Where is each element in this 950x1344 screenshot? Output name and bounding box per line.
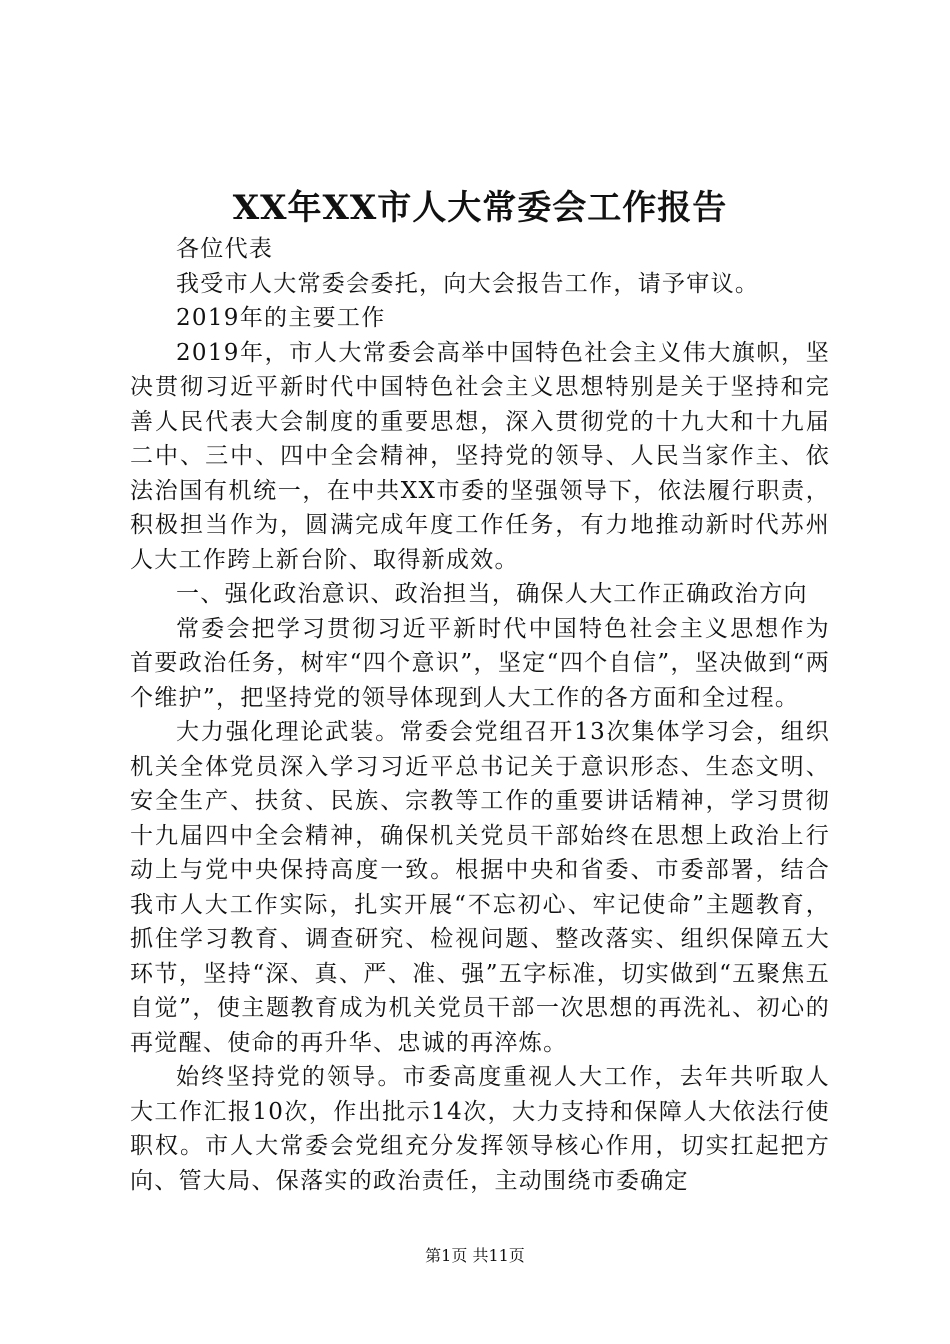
document-body	[130, 232, 830, 1198]
page-number-footer: 第1页 共11页	[425, 1246, 525, 1265]
paragraph-salutation: 各位代表	[176, 236, 274, 262]
section-heading-1: 一、强化政治意识、政治担当，确保人大工作正确政治方向	[176, 581, 808, 607]
paragraph-political-task: 常委会把学习贯彻习近平新时代中国特色社会主义思想作为首要政治任务，树牢“四个意识”，坚定“四个自信”，坚决做到“两个维护”，把坚持党的领导体现到人大工作的各方面和全过程。	[130, 615, 830, 711]
document-title: XX年XX市人大常委会工作报告	[232, 188, 728, 228]
paragraph-theory-study: 大力强化理论武装。常委会党组召开13次集体学习会，组织机关全体党员深入学习习近平总书记关于意识形态、生态文明、安全生产、扶贫、民族、宗教等工作的重要讲话精神，学习贯彻十九届四中全会精神，确保机关党员干部始终在思想上政治上行动上与党中央保持高度一致。根据中央和省委、市委部署，结合我市人大工作实际，扎实开展“不忘初心、牢记使命”主题教育，抓住学习教育、调查研究、检视问题、整改落实、组织保障五大环节，坚持“深、真、严、准、强”五字标准，切实做到“五聚焦五自觉”，使主题教育成为机关党员干部一次思想的再洗礼、初心的再觉醒、使命的再升华、忠诚的再淬炼。	[130, 719, 830, 1056]
paragraph-party-leadership: 始终坚持党的领导。市委高度重视人大工作，去年共听取人大工作汇报10次，作出批示14次，大力支持和保障人大依法行使职权。市人大常委会党组充分发挥领导核心作用，切实扛起把方向、管大局、保落实的政治责任，主动围绕市委确定	[130, 1064, 830, 1194]
paragraph-overview: 2019年，市人大常委会高举中国特色社会主义伟大旗帜，坚决贯彻习近平新时代中国特色社会主义思想特别是关于坚持和完善人民代表大会制度的重要思想，深入贯彻党的十九大和十九届二中、三中、四中全会精神，坚持党的领导、人民当家作主、依法治国有机统一，在中共XX市委的坚强领导下，依法履行职责，积极担当作为，圆满完成年度工作任务，有力地推动新时代苏州人大工作跨上新台阶、取得新成效。	[130, 339, 830, 573]
paragraph-opening: 我受市人大常委会委托，向大会报告工作，请予审议。	[176, 270, 760, 297]
section-heading-main-work: 2019年的主要工作	[176, 305, 386, 331]
